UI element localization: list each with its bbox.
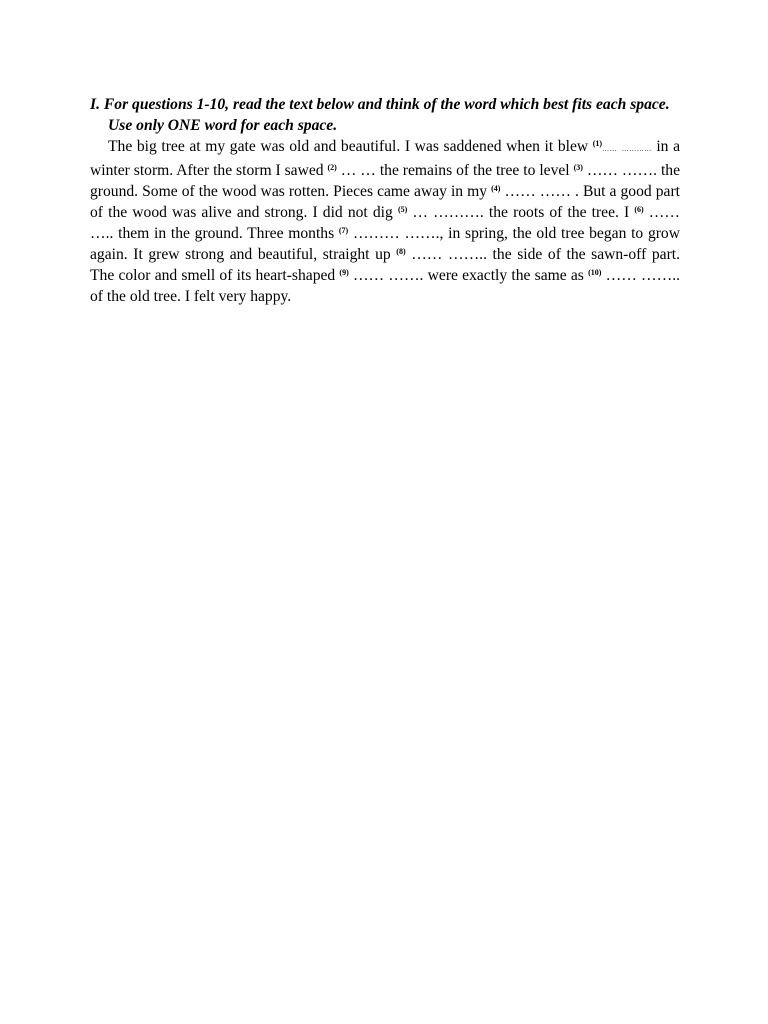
gap-dots: … ……….	[407, 204, 484, 221]
passage-text: , in spring, the old tree began to grow again. It grew strong and beautiful, straight up	[90, 225, 680, 263]
gap-5[interactable]	[398, 204, 484, 221]
gap-number: (9)	[339, 268, 349, 277]
gap-1[interactable]	[593, 138, 652, 155]
cloze-passage	[90, 136, 680, 307]
exercise-instruction: Use only ONE word for each space.	[108, 117, 338, 134]
gap-number: (2)	[327, 163, 337, 172]
gap-dots: …… ……..	[405, 246, 487, 263]
gap-number: (8)	[396, 247, 406, 256]
gap-number: (7)	[338, 226, 349, 235]
gap-3[interactable]	[574, 162, 657, 179]
passage-text: the roots of the tree. I	[483, 204, 635, 221]
gap-number: (1)	[592, 139, 603, 148]
gap-dots: … …	[336, 162, 376, 179]
gap-number: (3)	[573, 163, 583, 172]
passage-text: the side of the sawn-off part. The color and smell of its heart-shaped	[90, 246, 681, 284]
passage-text: . But a good part of the wood was alive and strong. I did not dig	[90, 183, 680, 221]
gap-number: (6)	[634, 205, 644, 214]
gap-9[interactable]	[339, 267, 423, 284]
gap-dots: …… …….	[582, 162, 658, 179]
passage-text: the remains of the tree to level	[375, 162, 574, 179]
passage-text: were exactly the same as	[423, 267, 589, 284]
gap-7[interactable]	[339, 225, 440, 242]
gap-10[interactable]	[588, 267, 680, 284]
gap-4[interactable]	[491, 183, 571, 200]
gap-number: (4)	[491, 184, 501, 193]
passage-text: the ground. Some of the wood was rotten. Pieces came away in my	[90, 162, 680, 200]
gap-dots: …………	[621, 145, 652, 153]
gap-dots: …… ……..	[601, 267, 680, 284]
gap-number: (5)	[397, 205, 408, 214]
passage-text: in a winter storm. After the storm I sawed	[90, 138, 680, 179]
gap-2[interactable]	[328, 162, 376, 179]
passage-text: of the old tree. I felt very happy.	[90, 288, 292, 305]
gap-8[interactable]	[396, 246, 487, 263]
gap-dots: …… …….	[348, 267, 424, 284]
gap-dots: …… ……	[500, 183, 571, 200]
exercise-page	[90, 94, 680, 307]
gap-dots: ……	[602, 145, 618, 153]
passage-text: them in the ground. Three months	[113, 225, 339, 242]
passage-text: The big tree at my gate was old and beautiful. I was saddened when it blew	[108, 138, 593, 155]
gap-dots: …… …..	[90, 204, 680, 242]
gap-dots: ……… …….	[348, 225, 440, 242]
gap-number: (10)	[588, 268, 602, 277]
exercise-heading: I. For questions 1-10, read the text below and think of the word which best fits each space.	[90, 96, 670, 113]
